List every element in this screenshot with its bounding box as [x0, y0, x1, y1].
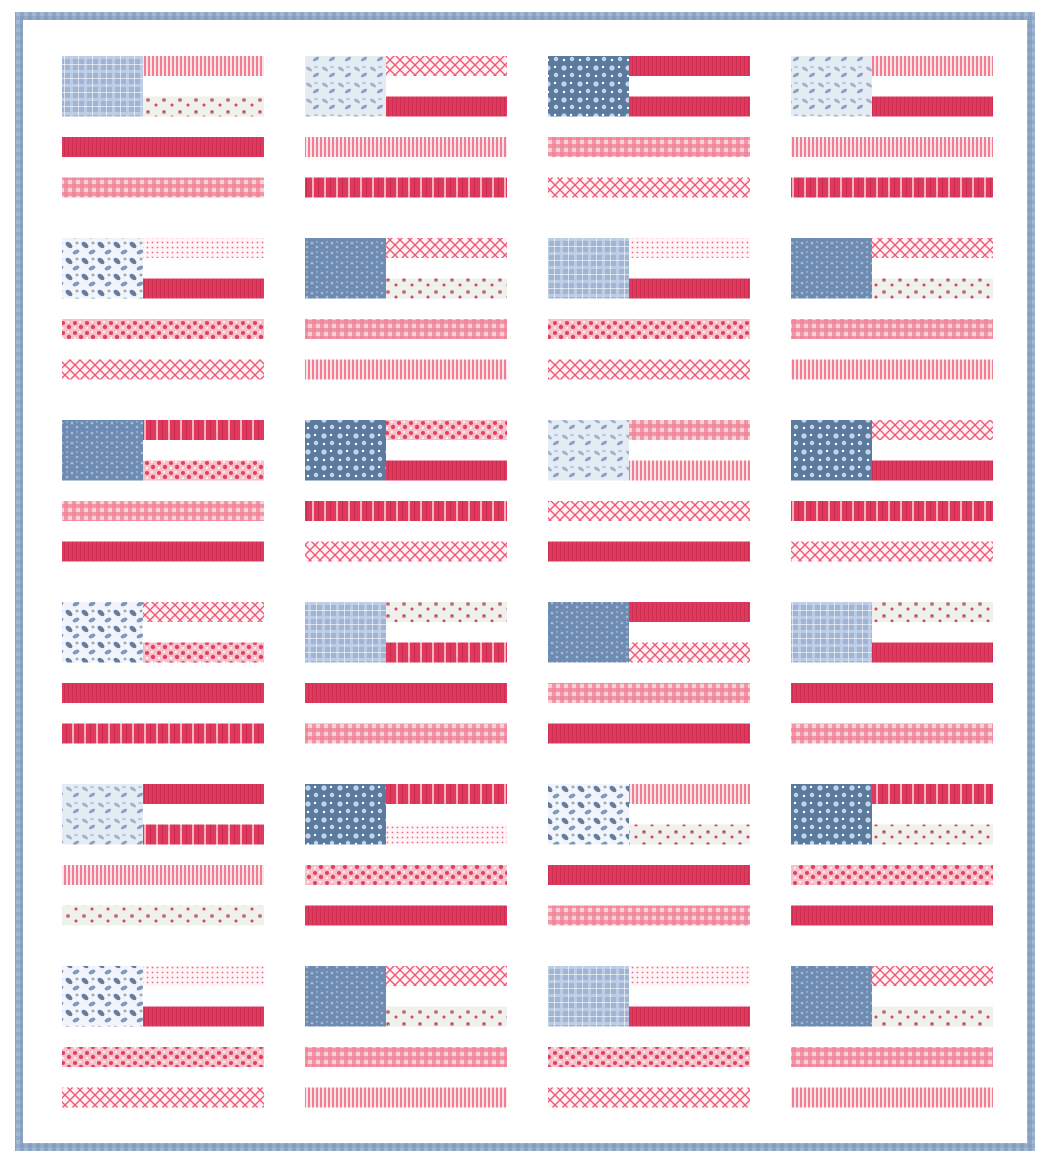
flag-stripe	[62, 683, 264, 703]
flag-stripe	[305, 724, 507, 744]
flag-stripe	[143, 56, 264, 76]
flag-stripe	[548, 360, 750, 380]
flag-canton	[791, 784, 872, 845]
flag-stripe	[143, 966, 264, 986]
flag-stripe	[386, 420, 507, 440]
flag-stripe	[143, 643, 264, 663]
flag-stripe	[548, 501, 750, 521]
flag-canton	[305, 602, 386, 663]
flag-canton	[548, 784, 629, 845]
flag-canton	[548, 56, 629, 117]
flag-stripe	[872, 461, 993, 481]
flag-stripe	[143, 825, 264, 845]
flag-stripe	[386, 966, 507, 986]
flag-stripe	[143, 238, 264, 258]
flag-stripe	[548, 683, 750, 703]
flag-stripe	[629, 966, 750, 986]
flag-stripe	[62, 137, 264, 157]
flag-stripe	[143, 1007, 264, 1027]
flag-canton	[791, 602, 872, 663]
flag-stripe	[386, 56, 507, 76]
flag-stripe	[143, 97, 264, 117]
flag-canton	[548, 238, 629, 299]
flag-stripe	[386, 238, 507, 258]
flag-stripe	[386, 461, 507, 481]
flag-stripe	[305, 501, 507, 521]
flag-stripe	[62, 865, 264, 885]
flag-stripe	[305, 319, 507, 339]
flag-stripe	[629, 643, 750, 663]
flag-stripe	[386, 602, 507, 622]
flag-stripe	[386, 97, 507, 117]
flag-stripe	[386, 784, 507, 804]
flag-canton	[62, 784, 143, 845]
flag-stripe	[143, 461, 264, 481]
flag-stripe	[548, 542, 750, 562]
flag-stripe	[791, 360, 993, 380]
flag-stripe	[872, 56, 993, 76]
flag-stripe	[791, 501, 993, 521]
flag-canton	[791, 420, 872, 481]
flag-canton	[62, 56, 143, 117]
flag-stripe	[62, 724, 264, 744]
flag-canton	[791, 238, 872, 299]
flag-stripe	[62, 542, 264, 562]
flag-stripe	[872, 420, 993, 440]
flag-stripe	[791, 865, 993, 885]
flag-stripe	[62, 906, 264, 926]
flag-stripe	[872, 602, 993, 622]
flag-stripe	[548, 1088, 750, 1108]
flag-stripe	[629, 461, 750, 481]
flag-stripe	[548, 137, 750, 157]
flag-stripe	[62, 1047, 264, 1067]
flag-stripe	[629, 825, 750, 845]
flag-stripe	[629, 1007, 750, 1027]
flag-canton	[62, 238, 143, 299]
flag-canton	[791, 966, 872, 1027]
flag-canton	[548, 420, 629, 481]
flag-canton	[305, 238, 386, 299]
flag-stripe	[305, 683, 507, 703]
flag-stripe	[548, 178, 750, 198]
flag-stripe	[143, 602, 264, 622]
flag-canton	[305, 420, 386, 481]
flag-stripe	[305, 542, 507, 562]
flag-stripe	[62, 178, 264, 198]
flag-canton	[305, 784, 386, 845]
flag-stripe	[629, 420, 750, 440]
flag-stripe	[629, 238, 750, 258]
flag-stripe	[305, 1088, 507, 1108]
flag-stripe	[305, 865, 507, 885]
flag-stripe	[872, 784, 993, 804]
flag-stripe	[872, 643, 993, 663]
flag-stripe	[791, 1047, 993, 1067]
flag-stripe	[386, 279, 507, 299]
flag-stripe	[872, 279, 993, 299]
flag-stripe	[791, 178, 993, 198]
flag-canton	[62, 420, 143, 481]
flag-stripe	[872, 966, 993, 986]
flag-stripe	[872, 825, 993, 845]
flag-stripe	[143, 279, 264, 299]
flag-stripe	[62, 360, 264, 380]
flag-stripe	[305, 360, 507, 380]
flag-canton	[548, 966, 629, 1027]
flag-canton	[62, 966, 143, 1027]
flag-stripe	[386, 1007, 507, 1027]
flag-stripe	[305, 906, 507, 926]
flag-stripe	[386, 643, 507, 663]
flag-stripe	[143, 784, 264, 804]
flag-stripe	[791, 319, 993, 339]
flag-stripe	[791, 724, 993, 744]
flag-stripe	[791, 683, 993, 703]
flag-canton	[791, 56, 872, 117]
flag-stripe	[305, 1047, 507, 1067]
flag-stripe	[386, 825, 507, 845]
flag-stripe	[872, 238, 993, 258]
flag-stripe	[62, 319, 264, 339]
flag-stripe	[872, 1007, 993, 1027]
flag-stripe	[629, 279, 750, 299]
flag-stripe	[305, 137, 507, 157]
flag-stripe	[143, 420, 264, 440]
flag-stripe	[548, 319, 750, 339]
flag-stripe	[62, 1088, 264, 1108]
flag-stripe	[629, 784, 750, 804]
flag-stripe	[791, 137, 993, 157]
flag-stripe	[629, 56, 750, 76]
flag-stripe	[548, 1047, 750, 1067]
flag-canton	[548, 602, 629, 663]
flag-canton	[305, 56, 386, 117]
flag-stripe	[305, 178, 507, 198]
flag-stripe	[791, 906, 993, 926]
flag-stripe	[872, 97, 993, 117]
flag-stripe	[629, 602, 750, 622]
flag-canton	[62, 602, 143, 663]
flag-canton	[305, 966, 386, 1027]
flag-stripe	[548, 865, 750, 885]
flag-stripe	[791, 542, 993, 562]
flag-stripe	[791, 1088, 993, 1108]
flag-stripe	[548, 724, 750, 744]
flag-stripe	[548, 906, 750, 926]
flag-stripe	[62, 501, 264, 521]
flag-stripe	[629, 97, 750, 117]
